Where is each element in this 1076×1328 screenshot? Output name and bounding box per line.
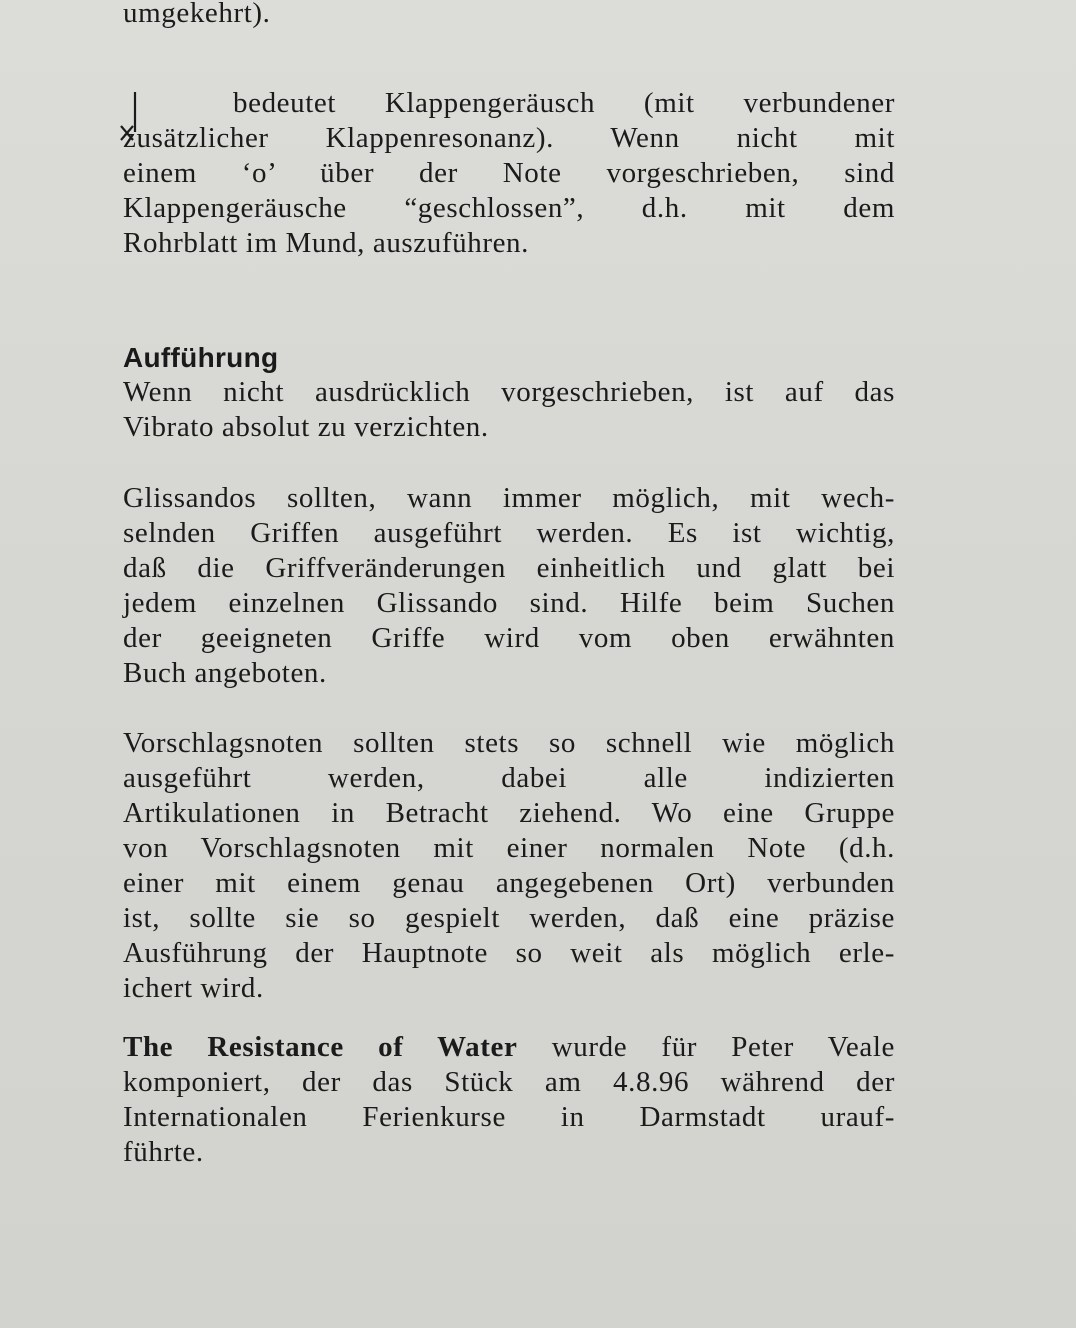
- klappen-line: Rohrblatt im Mund, auszuführen.: [123, 227, 530, 259]
- vorschlagsnoten-line: von Vorschlagsnoten mit einer normalen Note (d.h.: [123, 832, 895, 864]
- glissandos-line: Glissandos sollten, wann immer möglich, mit wech-: [123, 482, 895, 514]
- top-fragment: [123, 0, 895, 31]
- glissandos-line: jedem einzelnen Glissando sind. Hilfe beim Suchen: [123, 587, 895, 619]
- klappen-line: Klappengeräusche “geschlossen”, d.h. mit dem: [123, 192, 895, 224]
- vorschlagsnoten-line: Artikulationen in Betracht ziehend. Wo eine Gruppe: [123, 797, 895, 829]
- glissandos-line: selnden Griffen ausgeführt werden. Es ist wichtig,: [123, 517, 895, 549]
- vorschlagsnoten-line: ausgeführt werden, dabei alle indizierten: [123, 762, 895, 794]
- vorschlagsnoten-line: Ausführung der Hauptnote so weit als möglich erle-: [123, 937, 895, 969]
- vorschlagsnoten-line: Vorschlagsnoten sollten stets so schnell wie möglich: [123, 727, 895, 759]
- glissandos-line: der geeigneten Griffe wird vom oben erwähnten: [123, 622, 895, 654]
- klappen-line: einem ‘o’ über der Note vorgeschrieben, sind: [123, 157, 895, 189]
- vibrato-line: Wenn nicht ausdrücklich vorgeschrieben, ist auf das: [123, 376, 895, 408]
- premiere-line: komponiert, der das Stück am 4.8.96 während der: [123, 1066, 895, 1098]
- vorschlagsnoten-line: ist, sollte sie so gespielt werden, daß eine präzise: [123, 902, 895, 934]
- premiere-first-line: [123, 1030, 895, 1065]
- vibrato-paragraph: [123, 375, 895, 445]
- vorschlagsnoten-line: einer mit einem genau angegebenen Ort) verbunden: [123, 867, 895, 899]
- premiere-first-line-rest: wurde für Peter Veale: [517, 1031, 895, 1063]
- vibrato-line: Vibrato absolut zu verzichten.: [123, 411, 489, 443]
- top-fragment-text: umgekehrt).: [123, 0, 271, 29]
- klappen-line: zusätzlicher Klappenresonanz). Wenn nicht mit: [123, 122, 895, 154]
- glissandos-line: Buch angeboten.: [123, 657, 327, 689]
- section-heading: Aufführung: [123, 342, 279, 373]
- premiere-line: Internationalen Ferienkurse in Darmstadt urauf-: [123, 1101, 895, 1133]
- vorschlagsnoten-line: ichert wird.: [123, 972, 264, 1004]
- work-title: The Resistance of Water: [123, 1031, 518, 1063]
- glissandos-line: daß die Griffveränderungen einheitlich und glatt bei: [123, 552, 895, 584]
- premiere-paragraph: [123, 1030, 895, 1170]
- premiere-line: führte.: [123, 1136, 204, 1168]
- klappen-paragraph: [123, 86, 895, 261]
- glissandos-paragraph: [123, 481, 895, 691]
- klappen-line: bedeutet Klappengeräusch (mit verbundener: [233, 87, 895, 119]
- vorschlagsnoten-paragraph: [123, 726, 895, 1006]
